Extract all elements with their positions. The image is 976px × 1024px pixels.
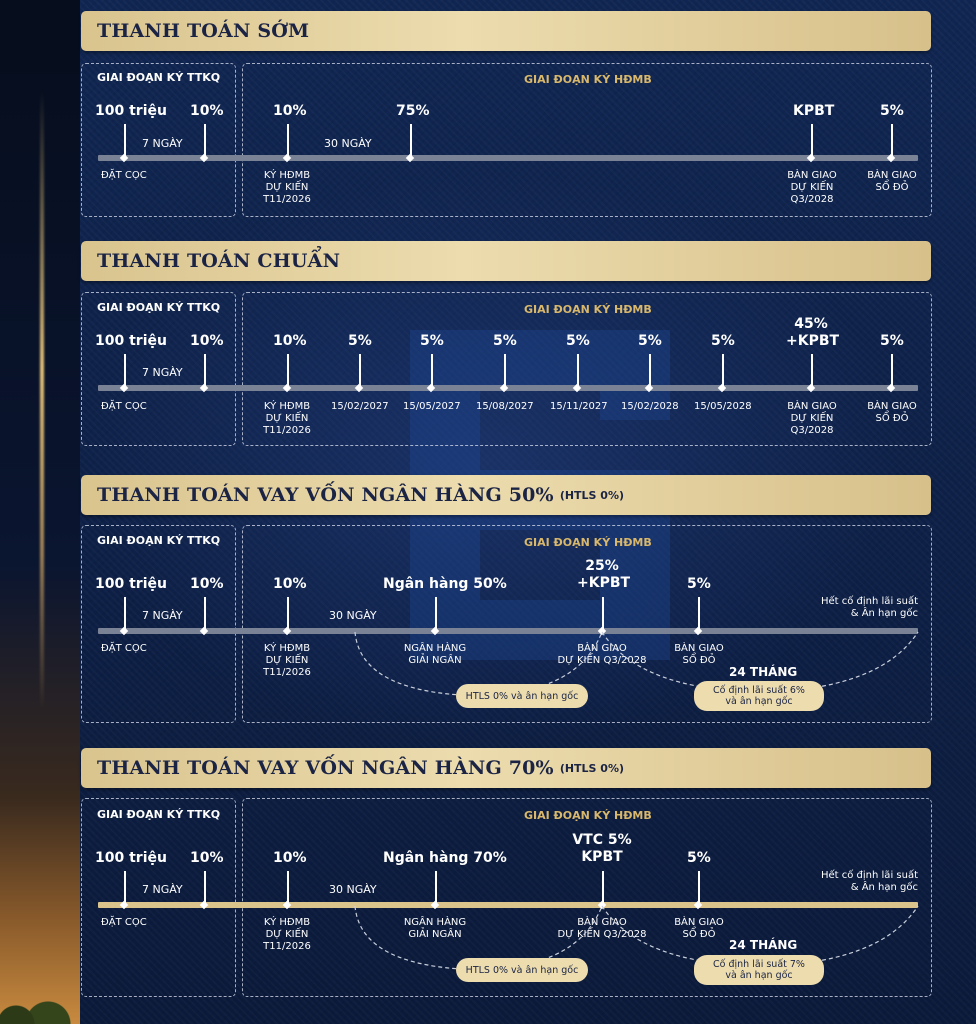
ttkq-percent: 10% bbox=[190, 103, 224, 119]
tree-silhouette bbox=[0, 984, 80, 1024]
handover-label: BÀN GIAO DỰ KIẾN Q3/2028 bbox=[557, 917, 647, 940]
deposit-amount: 100 triệu bbox=[95, 333, 167, 349]
bank-disbursement-label: NGÂN HÀNG GIẢI NGÂN bbox=[403, 643, 467, 666]
ttkq-duration: 7 NGÀY bbox=[142, 883, 183, 896]
installment-date: 15/05/2027 bbox=[403, 401, 461, 412]
interest-arcs bbox=[340, 904, 920, 984]
kpbt-label: 25% +KPBT bbox=[577, 558, 631, 591]
ttkq-percent: 10% bbox=[190, 850, 224, 866]
installment-date: 15/11/2027 bbox=[550, 401, 608, 412]
section-subtitle: (HTLS 0%) bbox=[559, 488, 625, 502]
light-streak bbox=[40, 90, 44, 710]
end-fixed-rate-label: Hết cố định lãi suất & Ân hạn gốc bbox=[820, 596, 918, 619]
ttkq-stage-title: GIAI ĐOẠN KÝ TTKQ bbox=[97, 301, 221, 314]
hdmb-stage-title: GIAI ĐOẠN KÝ HĐMB bbox=[524, 303, 652, 316]
installment-date: 15/08/2027 bbox=[476, 401, 534, 412]
deposit-amount: 100 triệu bbox=[95, 576, 167, 592]
deposit-amount: 100 triệu bbox=[95, 850, 167, 866]
deposit-label: ĐẶT CỌC bbox=[101, 643, 147, 654]
interest-free-pill: HTLS 0% và ân hạn gốc bbox=[456, 958, 588, 982]
installment-percent: 5% bbox=[566, 333, 590, 349]
ttkq-stage-title: GIAI ĐOẠN KÝ TTKQ bbox=[97, 808, 221, 821]
hdmb-percent: 10% bbox=[273, 850, 307, 866]
section-header-standard-payment bbox=[81, 241, 931, 281]
installment-percent: 5% bbox=[493, 333, 517, 349]
handover-label: BÀN GIAO DỰ KIẾN Q3/2028 bbox=[557, 643, 647, 666]
section-header-bank-loan-70 bbox=[81, 748, 931, 788]
section-header-bank-loan-50 bbox=[81, 475, 931, 515]
hdmb-date-label: KÝ HĐMB DỰ KIẾN T11/2026 bbox=[263, 643, 311, 678]
hdmb-stage-title: GIAI ĐOẠN KÝ HĐMB bbox=[524, 536, 652, 549]
installment-date: 15/02/2027 bbox=[331, 401, 389, 412]
hdmb-percent: 10% bbox=[273, 576, 307, 592]
deposit-label: ĐẶT CỌC bbox=[101, 401, 147, 412]
section-title: THANH TOÁN VAY VỐN NGÂN HÀNG 70% bbox=[97, 757, 554, 779]
kpbt-label: 45% +KPBT bbox=[786, 316, 840, 349]
red-book-label: BÀN GIAO SỔ ĐỎ bbox=[867, 401, 917, 424]
hdmb-duration: 30 NGÀY bbox=[329, 609, 377, 622]
final-percent: 5% bbox=[880, 333, 904, 349]
interest-arcs bbox=[340, 630, 920, 710]
ttkq-duration: 7 NGÀY bbox=[142, 137, 183, 150]
installment-date: 15/02/2028 bbox=[621, 401, 679, 412]
end-fixed-rate-label: Hết cố định lãi suất & Ân hạn gốc bbox=[820, 870, 918, 893]
hdmb-date-label: KÝ HĐMB DỰ KIẾN T11/2026 bbox=[263, 401, 311, 436]
installment-percent: 5% bbox=[638, 333, 662, 349]
hdmb-stage-title: GIAI ĐOẠN KÝ HĐMB bbox=[524, 73, 652, 86]
ttkq-duration: 7 NGÀY bbox=[142, 366, 183, 379]
ttkq-stage-box bbox=[81, 798, 236, 997]
hdmb-percent: 10% bbox=[273, 103, 307, 119]
timeline-bar bbox=[98, 155, 918, 161]
hdmb-percent: 10% bbox=[273, 333, 307, 349]
second-payment-percent: 75% bbox=[396, 103, 430, 119]
installment-date: 15/05/2028 bbox=[694, 401, 752, 412]
ttkq-percent: 10% bbox=[190, 333, 224, 349]
kpbt-label: VTC 5% KPBT bbox=[572, 832, 632, 865]
bank-loan-label: Ngân hàng 70% bbox=[383, 850, 507, 866]
hdmb-duration: 30 NGÀY bbox=[329, 883, 377, 896]
section-subtitle: (HTLS 0%) bbox=[559, 761, 625, 775]
final-percent: 5% bbox=[880, 103, 904, 119]
section-title: THANH TOÁN SỚM bbox=[97, 20, 310, 42]
hdmb-stage-title: GIAI ĐOẠN KÝ HĐMB bbox=[524, 809, 652, 822]
interest-free-pill: HTLS 0% và ân hạn gốc bbox=[456, 684, 588, 708]
installment-percent: 5% bbox=[348, 333, 372, 349]
handover-label: BÀN GIAO DỰ KIẾN Q3/2028 bbox=[787, 170, 837, 205]
final-percent: 5% bbox=[687, 850, 711, 866]
hdmb-duration: 30 NGÀY bbox=[324, 137, 372, 150]
red-book-label: BÀN GIAO SỔ ĐỎ bbox=[674, 643, 724, 666]
fixed-rate-pill: Cố định lãi suất 6% và ân hạn gốc bbox=[694, 681, 824, 711]
duration-months: 24 THÁNG bbox=[729, 938, 798, 952]
installment-percent: 5% bbox=[420, 333, 444, 349]
ttkq-duration: 7 NGÀY bbox=[142, 609, 183, 622]
deposit-amount: 100 triệu bbox=[95, 103, 167, 119]
red-book-label: BÀN GIAO SỔ ĐỎ bbox=[674, 917, 724, 940]
final-percent: 5% bbox=[687, 576, 711, 592]
bank-loan-label: Ngân hàng 50% bbox=[383, 576, 507, 592]
kpbt-label: KPBT bbox=[793, 103, 835, 119]
ttkq-stage-box bbox=[81, 525, 236, 723]
ttkq-percent: 10% bbox=[190, 576, 224, 592]
hdmb-date-label: KÝ HĐMB DỰ KIẾN T11/2026 bbox=[263, 917, 311, 952]
deposit-label: ĐẶT CỌC bbox=[101, 917, 147, 928]
section-title: THANH TOÁN CHUẨN bbox=[97, 250, 341, 272]
section-header-early-payment bbox=[81, 11, 931, 51]
section-title: THANH TOÁN VAY VỐN NGÂN HÀNG 50% bbox=[97, 484, 554, 506]
deposit-label: ĐẶT CỌC bbox=[101, 170, 147, 181]
duration-months: 24 THÁNG bbox=[729, 665, 798, 679]
ttkq-stage-title: GIAI ĐOẠN KÝ TTKQ bbox=[97, 71, 221, 84]
ttkq-stage-title: GIAI ĐOẠN KÝ TTKQ bbox=[97, 534, 221, 547]
red-book-label: BÀN GIAO SỔ ĐỎ bbox=[867, 170, 917, 193]
bank-disbursement-label: NGÂN HÀNG GIẢI NGÂN bbox=[403, 917, 467, 940]
fixed-rate-pill: Cố định lãi suất 7% và ân hạn gốc bbox=[694, 955, 824, 985]
installment-percent: 5% bbox=[711, 333, 735, 349]
hdmb-date-label: KÝ HĐMB DỰ KIẾN T11/2026 bbox=[263, 170, 311, 205]
handover-label: BÀN GIAO DỰ KIẾN Q3/2028 bbox=[787, 401, 837, 436]
